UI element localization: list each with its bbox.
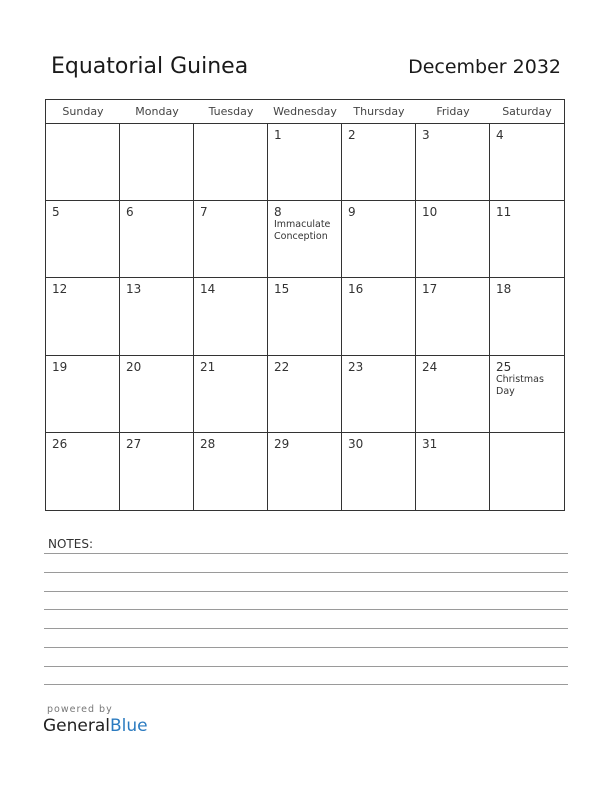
weekday-header: Saturday: [502, 105, 552, 118]
note-line: [44, 609, 568, 610]
calendar-day-cell: [342, 356, 416, 433]
day-number: 19: [52, 359, 68, 374]
calendar-day-cell: [490, 356, 564, 433]
calendar-country-title: Equatorial Guinea: [51, 54, 249, 79]
weekday-header: Sunday: [62, 105, 104, 118]
day-number: 29: [274, 436, 290, 451]
day-number: 24: [422, 359, 438, 374]
calendar-day-cell: [46, 124, 120, 201]
calendar-day-cell: [490, 124, 564, 201]
day-number: 22: [274, 359, 290, 374]
calendar-day-cell: [490, 278, 564, 355]
calendar-day-cell: [194, 124, 268, 201]
calendar-day-cell: [120, 278, 194, 355]
day-number: 8: [274, 205, 282, 220]
calendar-day-cell: [46, 278, 120, 355]
day-number: 17: [422, 282, 438, 297]
calendar-day-cell: [342, 124, 416, 201]
note-line: [44, 666, 568, 667]
day-number: 21: [200, 359, 216, 374]
day-number: 6: [126, 205, 134, 220]
day-number: 27: [126, 436, 142, 451]
note-line: [44, 684, 568, 685]
day-number: 5: [52, 205, 60, 220]
calendar-day-cell: [342, 201, 416, 278]
calendar-day-cell: [120, 201, 194, 278]
weekday-header: Wednesday: [273, 105, 337, 118]
day-number: 14: [200, 282, 216, 297]
weekday-header: Tuesday: [208, 105, 254, 118]
holiday-label: Christmas Day: [496, 373, 544, 397]
day-number: 28: [200, 436, 216, 451]
calendar-day-cell: [416, 433, 490, 510]
calendar-day-cell: [46, 433, 120, 510]
calendar-day-cell: [194, 278, 268, 355]
day-number: 16: [348, 282, 364, 297]
calendar-day-cell: [416, 278, 490, 355]
day-number: 23: [348, 359, 364, 374]
weekday-header: Friday: [436, 105, 470, 118]
holiday-label: Immaculate Conception: [274, 219, 331, 243]
calendar-day-cell: [490, 433, 564, 510]
calendar-day-cell: [120, 124, 194, 201]
calendar-day-cell: [46, 356, 120, 433]
logo-general-text: General: [43, 716, 110, 736]
calendar-day-cell: [268, 356, 342, 433]
day-number: 1: [274, 128, 282, 142]
day-number: 13: [126, 282, 142, 297]
day-number: 10: [422, 205, 438, 220]
calendar-day-cell: [120, 356, 194, 433]
powered-by-text: powered by: [47, 704, 113, 715]
day-number: 2: [348, 128, 356, 142]
notes-label: NOTES:: [48, 537, 93, 551]
calendar-month-title: December 2032: [408, 56, 561, 78]
weekday-header: Monday: [135, 105, 179, 118]
calendar-day-cell: [416, 356, 490, 433]
weekday-header: Thursday: [353, 105, 405, 118]
day-number: 18: [496, 282, 512, 297]
day-number: 15: [274, 282, 290, 297]
calendar-day-cell: [268, 201, 342, 278]
day-number: 3: [422, 128, 430, 142]
day-number: 26: [52, 436, 68, 451]
note-line: [44, 553, 568, 554]
calendar-day-cell: [46, 201, 120, 278]
calendar-day-cell: [416, 201, 490, 278]
calendar-table: [45, 99, 565, 511]
calendar-day-grid: [46, 124, 564, 510]
day-number: 9: [348, 205, 356, 220]
calendar-day-cell: [194, 201, 268, 278]
calendar-day-cell: [342, 433, 416, 510]
calendar-day-cell: [268, 278, 342, 355]
day-number: 7: [200, 205, 208, 220]
generalblue-logo: [43, 716, 148, 736]
weekday-header-row: [46, 100, 564, 124]
calendar-day-cell: [268, 433, 342, 510]
calendar-day-cell: [268, 124, 342, 201]
note-line: [44, 628, 568, 629]
calendar-day-cell: [490, 201, 564, 278]
calendar-day-cell: [342, 278, 416, 355]
calendar-day-cell: [416, 124, 490, 201]
day-number: 31: [422, 436, 438, 451]
day-number: 30: [348, 436, 364, 451]
note-line: [44, 591, 568, 592]
note-line: [44, 572, 568, 573]
day-number: 25: [496, 359, 512, 374]
calendar-day-cell: [120, 433, 194, 510]
day-number: 4: [496, 128, 504, 142]
note-line: [44, 647, 568, 648]
day-number: 11: [496, 205, 512, 220]
calendar-day-cell: [194, 356, 268, 433]
calendar-day-cell: [194, 433, 268, 510]
day-number: 20: [126, 359, 142, 374]
day-number: 12: [52, 282, 68, 297]
logo-blue-text: Blue: [110, 716, 148, 736]
